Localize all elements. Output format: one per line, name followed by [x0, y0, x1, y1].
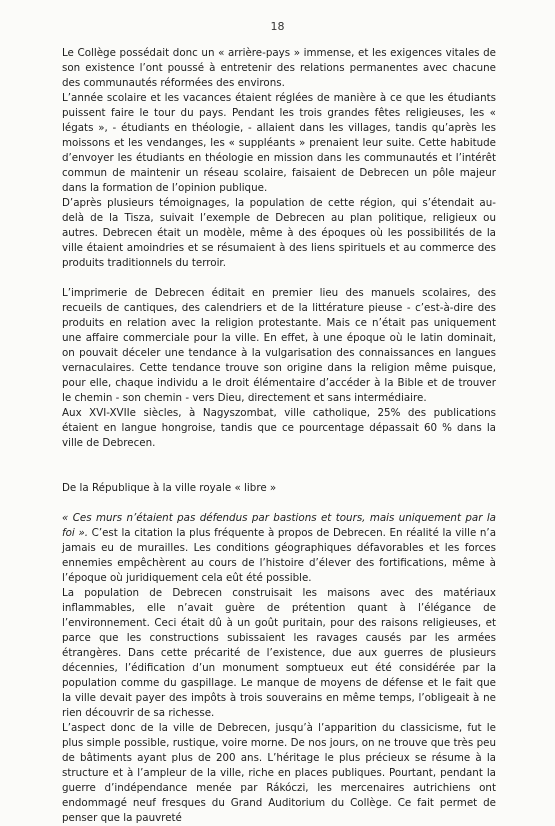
section-heading: De la République à la ville royale « libre » — [62, 482, 277, 494]
paragraph: L’aspect donc de la ville de Debrecen, jusqu’à l’apparition du classicisme, fut le plus simple possible, rustique, voire morne. De nos jours, on ne trouve que très peu de bâtiments ayant plus de 200 ans. L’héritage le plus précieux se résume à la structure et à l’ampleur de la ville, riche en places publiques. Pourtant, pendant la guerre d’indépendance menée par Rákóczi, les mercenaires autrichiens ont endommagé neuf fresques du Grand Auditorium du Collège. Ce fait permet de penser que la pauvreté — [62, 722, 496, 824]
paragraph: Aux XVI-XVIIe siècles, à Nagyszombat, ville catholique, 25% des publications étaient en langue hongroise, tandis que ce pourcentage dépassait 60 % dans la ville de Debrecen. — [62, 407, 496, 449]
paragraph: La population de Debrecen construisait les maisons avec des matériaux inflammables, elle n’avait guère de prétention quant à l’élégance de l’environnement. Ceci était dû à un goût puritain, pour des raisons religieuses, et parce que les constructions subissaient les ravages causés par les armées étrangères. Dans cette précarité de l’existence, due aux guerres de plusieurs décennies, l’édification d’un monument somptueux eut été considérée par la population comme du gaspillage. Le manque de moyens de défense et le fait que la ville devait payer des impôts à trois souverains en même temps, l’obligeait à ne rien découvrir de sa richesse. — [62, 587, 496, 719]
page-number: 18 — [270, 20, 285, 33]
page-body — [62, 46, 496, 826]
paragraph-gap — [62, 451, 496, 466]
paragraph-gap — [62, 496, 496, 511]
paragraph: L’imprimerie de Debrecen éditait en premier lieu des manuels scolaires, des recueils de cantiques, des calendriers et de la littérature pieuse - c’est-à-dire des produits en relation avec la religion protestante. Mais ce n’était pas uniquement une affaire commerciale pour la ville. En effet, à une époque où le latin dominait, on pouvait déceler une tendance à la vulgarisation des connaissances en langues vernaculaires. Cette tendance trouve son origine dans la religion même puisque, pour elle, chaque individu a le droit élémentaire d’accéder à la Bible et de trouver le chemin - son chemin - vers Dieu, directement et sans intermédiaire. — [62, 287, 496, 404]
paragraph-gap — [62, 271, 496, 286]
paragraph-gap — [62, 466, 496, 481]
quote-follow-text: C’est la citation la plus fréquente à propos de Debrecen. En réalité la ville n’a jamais eu de murailles. Les conditions géographiques défavorables et les forces ennemies empêchèrent au cours de l’histoire d’élever des fortifications, même à l’époque où juridiquement cela eût été possible. — [62, 527, 497, 584]
quote-text: « Ces murs n’étaient pas défendus par bastions et tours, mais uniquement par la foi ». — [62, 512, 496, 539]
paragraph: D’après plusieurs témoignages, la population de cette région, qui s’étendait au-delà de la Tisza, suivait l’exemple de Debrecen au plan politique, religieux ou autres. Debrecen était un modèle, même à des époques où les possibilités de la ville étaient amoindries et se résumaient à des liens spirituels et au commerce des produits traditionnels du terroir. — [62, 197, 496, 269]
paragraph: Le Collège possédait donc un « arrière-pays » immense, et les exigences vitales de son existence l’ont poussé à entretenir des relations permanentes avec chacune des communautés réformées des environs. — [62, 47, 496, 89]
paragraph-with-quote — [62, 511, 496, 586]
paragraph: L’année scolaire et les vacances étaient réglées de manière à ce que les étudiants puissent faire le tour du pays. Pendant les trois grandes fêtes religieuses, les « légats », - étudiants en théologie, - allaient dans les villages, tandis qu’après les moissons et les vendanges, les « suppléants » prenaient leur suite. Cette habitude d’envoyer les étudiants en théologie en mission dans les communautés et l’intérêt commun de maintenir un réseau scolaire, faisaient de Debrecen un pôle majeur dans la formation de l’opinion publique. — [62, 92, 496, 194]
